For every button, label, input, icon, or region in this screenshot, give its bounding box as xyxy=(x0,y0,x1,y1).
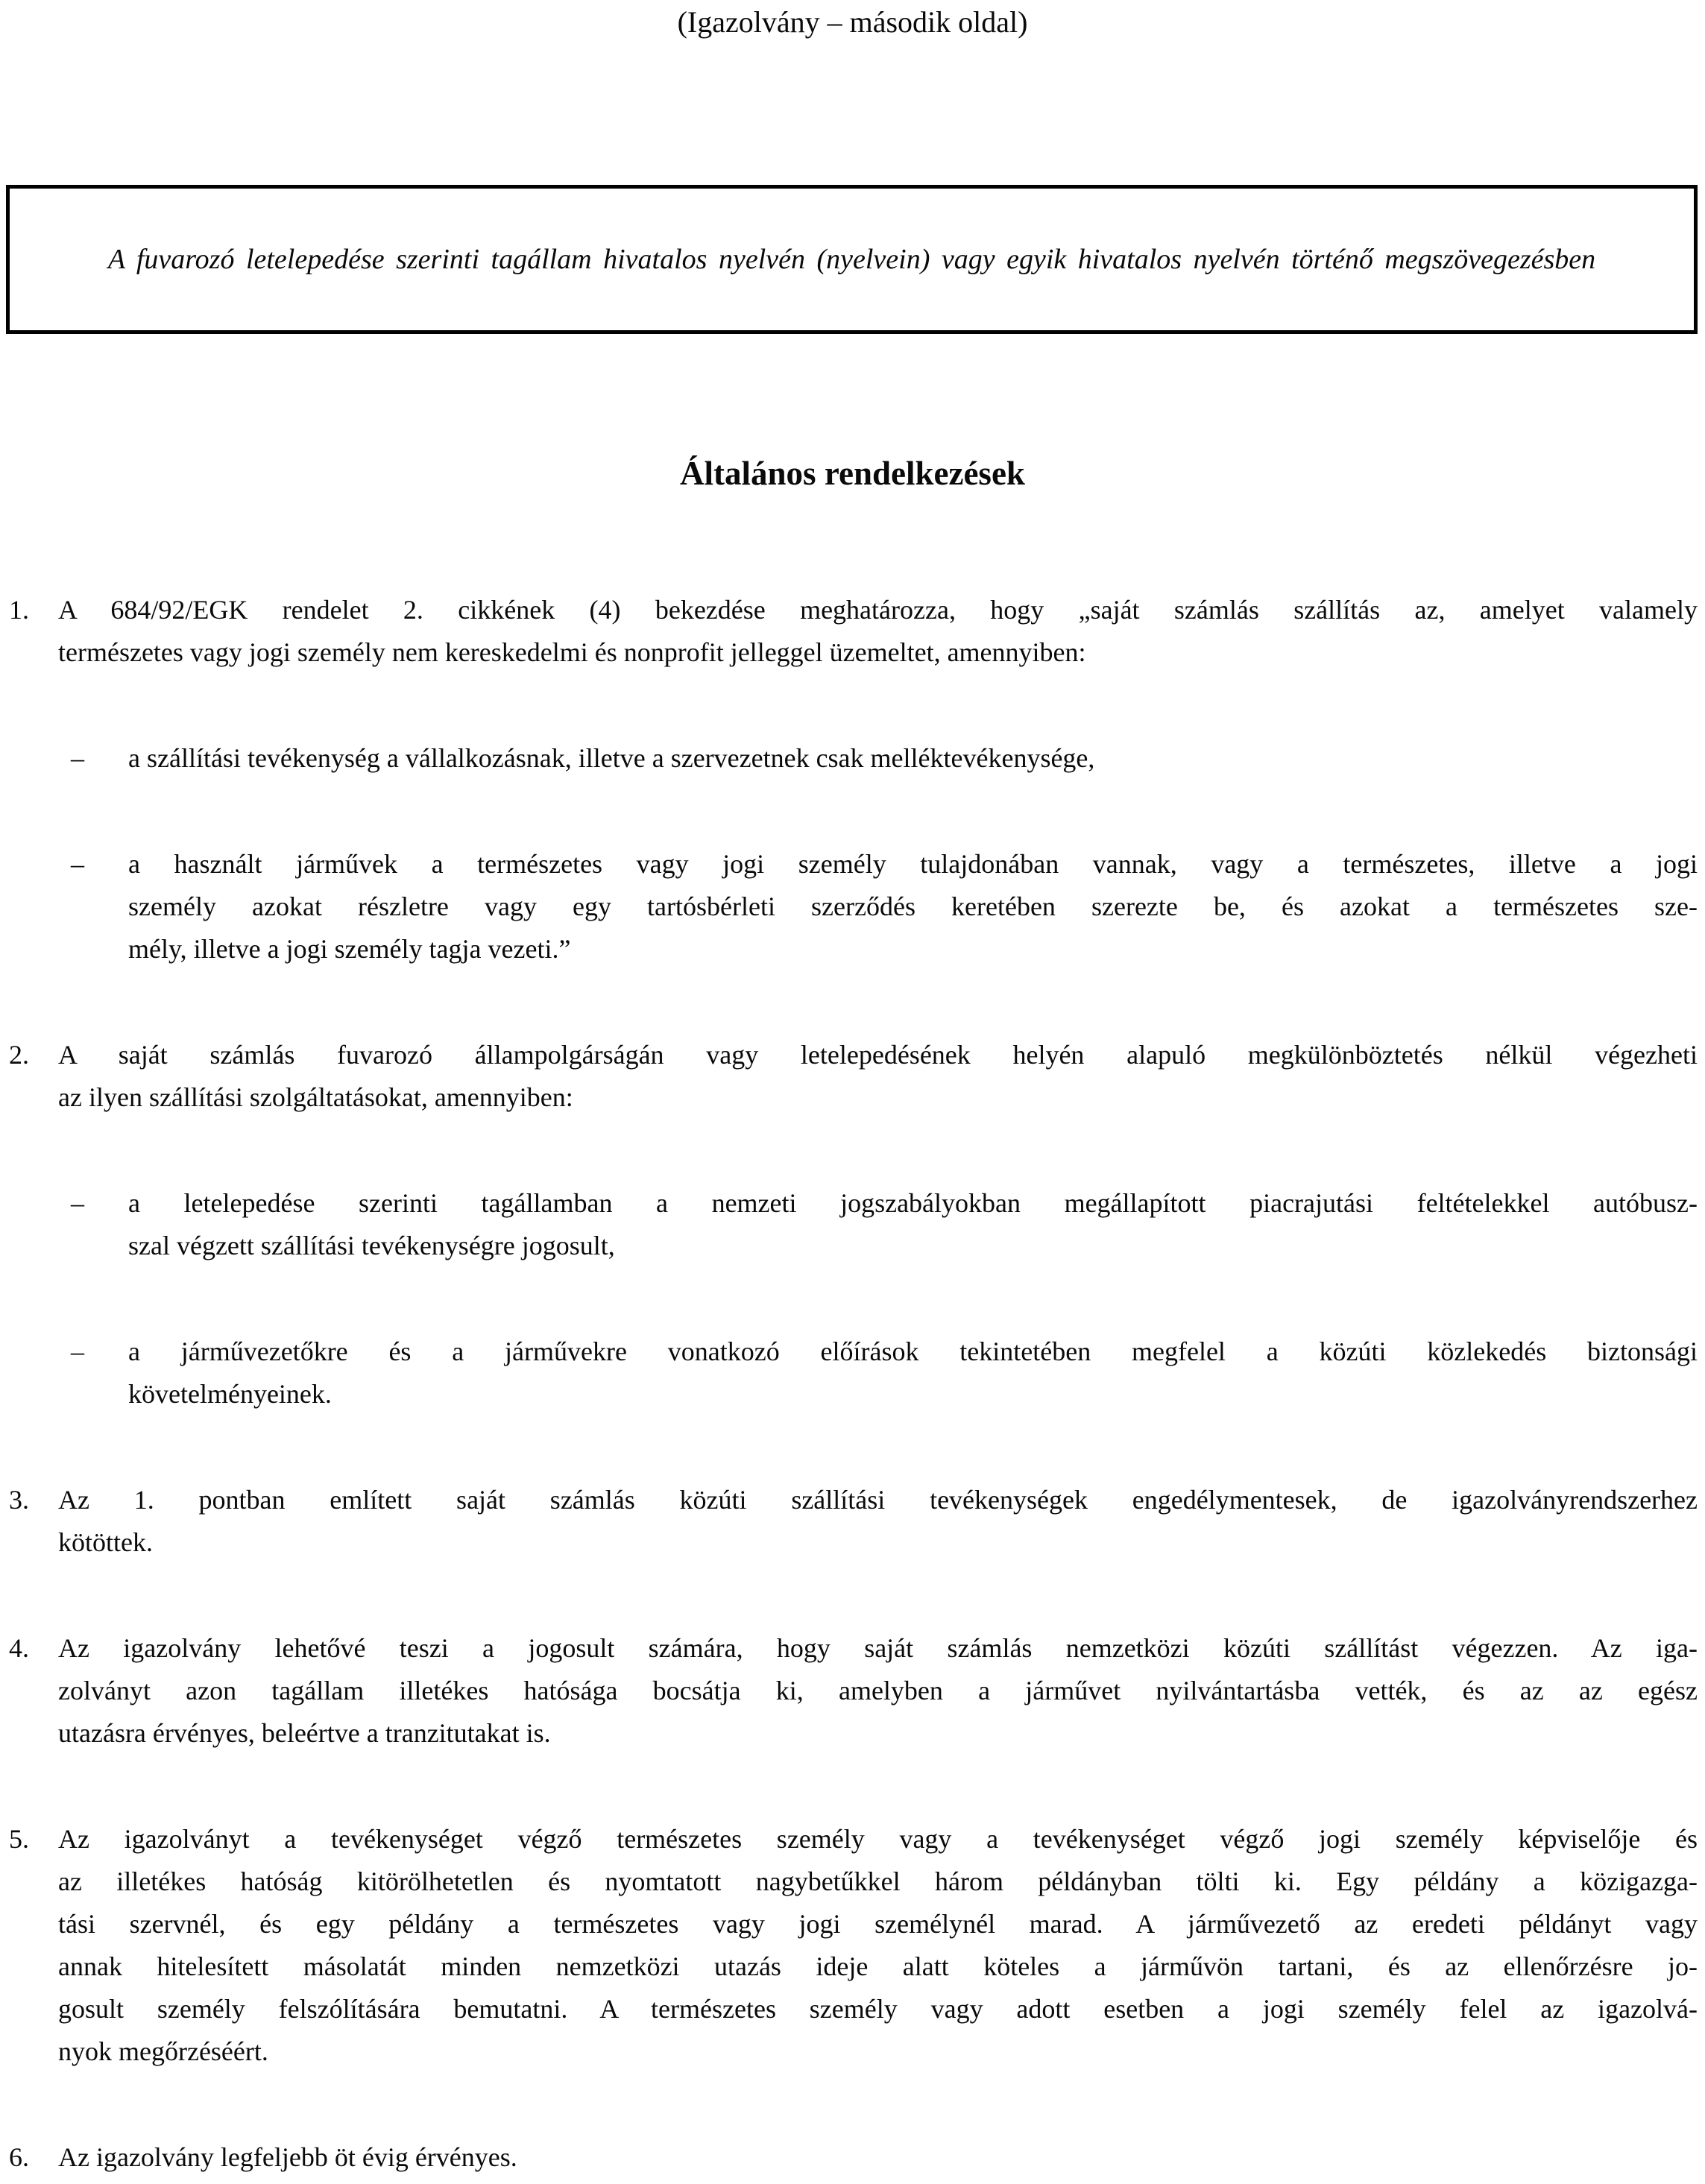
numbered-paragraph xyxy=(0,1034,1705,1119)
paragraph-number: 4. xyxy=(9,1633,29,1663)
text-line: szal végzett szállítási tevékenységre jogosult, xyxy=(128,1231,615,1260)
text-line: nyok megőrzéséért. xyxy=(58,2036,268,2066)
text-line: zolványt azon tagállam illetékes hatósága bocsátja ki, amelyben a járművet nyilvántartásba vették, és az az egész xyxy=(58,1676,1698,1705)
section-title: Általános rendelkezések xyxy=(680,455,1025,492)
bullet-item xyxy=(0,1331,1705,1416)
paragraph-text xyxy=(128,843,1698,971)
paragraph-number: 2. xyxy=(9,1040,29,1070)
text-line: a járművezetőkre és a járművekre vonatkozó előírások tekintetében megfelel a közúti közlekedés biztonsági xyxy=(128,1336,1698,1366)
paragraph-text xyxy=(58,2136,1698,2179)
text-line: utazásra érvényes, beleértve a tranzitutakat is. xyxy=(58,1718,551,1748)
text-line: kötöttek. xyxy=(58,1527,153,1557)
paragraph-number: 5. xyxy=(9,1824,29,1854)
text-line: Az igazolványt a tevékenységet végző természetes személy vagy a tevékenységet végző jogi személy képviselője és xyxy=(58,1824,1698,1854)
text-line: Az igazolvány legfeljebb öt évig érvényes. xyxy=(58,2142,517,2172)
bullet-item xyxy=(0,843,1705,971)
numbered-paragraph xyxy=(0,1479,1705,1564)
text-line: annak hitelesített másolatát minden nemzetközi utazás ideje alatt köteles a járművön tartani, és az ellenőrzésre jo- xyxy=(58,1951,1698,1981)
bullet-dash: – xyxy=(71,1188,84,1218)
numbered-paragraph xyxy=(0,1627,1705,1755)
bullet-item xyxy=(0,1182,1705,1267)
text-line: A saját számlás fuvarozó állampolgárságán vagy letelepedésének helyén alapuló megkülönböztetés nélkül végezheti xyxy=(58,1040,1698,1070)
text-line: tási szervnél, és egy példány a természetes vagy jogi személynél marad. A járművezető az eredeti példányt vagy xyxy=(58,1909,1698,1939)
numbered-paragraph xyxy=(0,1818,1705,2073)
paragraph-text xyxy=(58,1479,1698,1564)
text-line: mély, illetve a jogi személy tagja vezeti.” xyxy=(128,934,571,964)
language-note-box xyxy=(6,185,1698,334)
text-line: a használt járművek a természetes vagy jogi személy tulajdonában vannak, vagy a természetes, illetve a jogi xyxy=(128,849,1698,879)
paragraph-text xyxy=(128,1182,1698,1267)
text-line: az ilyen szállítási szolgáltatásokat, amennyiben: xyxy=(58,1082,573,1112)
text-line: a szállítási tevékenység a vállalkozásnak, illetve a szervezetnek csak melléktevékenysége, xyxy=(128,743,1095,773)
page-label: (Igazolvány – második oldal) xyxy=(677,5,1028,39)
paragraph-text xyxy=(58,1818,1698,2073)
text-line: gosult személy felszólítására bemutatni. A természetes személy vagy adott esetben a jogi személy felel az igazolvá- xyxy=(58,1994,1698,2024)
document-body xyxy=(0,589,1705,2179)
paragraph-text xyxy=(58,1034,1698,1119)
paragraph-number: 6. xyxy=(9,2142,29,2172)
bullet-dash: – xyxy=(71,1336,84,1366)
text-line: Az 1. pontban említett saját számlás közúti szállítási tevékenységek engedélymentesek, de igazolványrendszerhez xyxy=(58,1485,1698,1515)
text-line: természetes vagy jogi személy nem kereskedelmi és nonprofit jelleggel üzemeltet, amennyiben: xyxy=(58,637,1086,667)
text-line: Az igazolvány lehetővé teszi a jogosult számára, hogy saját számlás nemzetközi közúti szállítást végezzen. Az iga- xyxy=(58,1633,1698,1663)
paragraph-text xyxy=(58,589,1698,674)
paragraph-number: 3. xyxy=(9,1485,29,1515)
language-note-text: A fuvarozó letelepedése szerinti tagállam hivatalos nyelvén (nyelvein) vagy egyik hivatalos nyelvén történő megszövegezésben xyxy=(107,244,1596,275)
paragraph-number: 1. xyxy=(9,595,29,625)
text-line: az illetékes hatóság kitörölhetetlen és nyomtatott nagybetűkkel három példányban tölti ki. Egy példány a közigazga- xyxy=(58,1866,1698,1896)
bullet-dash: – xyxy=(71,743,84,773)
paragraph-text xyxy=(128,1331,1698,1416)
text-line: A 684/92/EGK rendelet 2. cikkének (4) bekezdése meghatározza, hogy „saját számlás szállítás az, amelyet valamely xyxy=(58,595,1698,625)
text-line: a letelepedése szerinti tagállamban a nemzeti jogszabályokban megállapított piacrajutási feltételekkel autóbusz- xyxy=(128,1188,1698,1218)
numbered-paragraph xyxy=(0,589,1705,674)
bullet-dash: – xyxy=(71,849,84,879)
text-line: követelményeinek. xyxy=(128,1379,332,1409)
numbered-paragraph xyxy=(0,2136,1705,2179)
paragraph-text xyxy=(128,737,1698,780)
paragraph-text xyxy=(58,1627,1698,1755)
text-line: személy azokat részletre vagy egy tartósbérleti szerződés keretében szerezte be, és azokat a természetes sze- xyxy=(128,891,1698,921)
bullet-item xyxy=(0,737,1705,780)
